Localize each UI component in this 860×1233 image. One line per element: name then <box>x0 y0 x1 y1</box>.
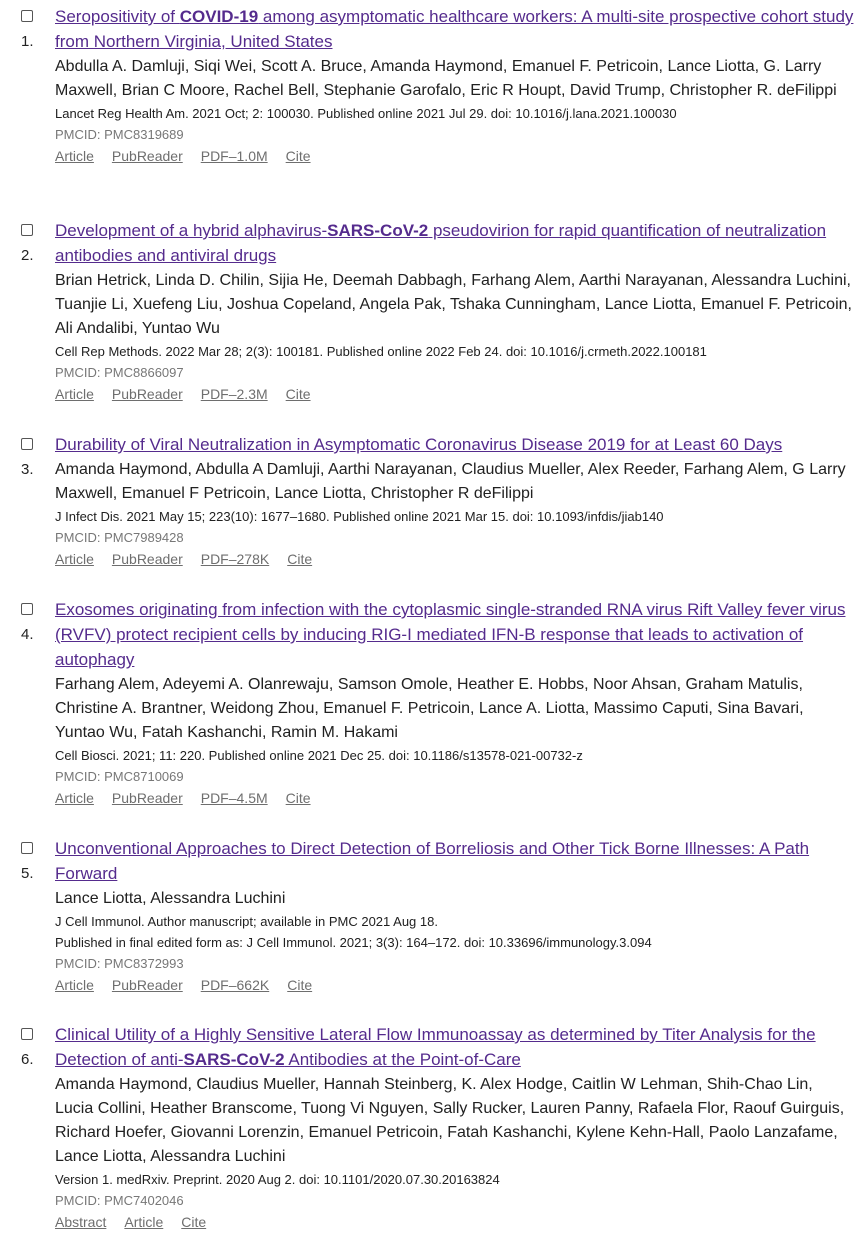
pubreader-link[interactable]: PubReader <box>111 551 183 567</box>
title-highlight: SARS-CoV-2 <box>327 221 429 240</box>
title-text: Exosomes originating from infection with the cytoplasmic single-stranded RNA virus Rift Valley fever virus (RVFV) protect recipient cells by inducing RIG-I mediated IFN-B response that leads to activation of autophagy <box>55 600 846 669</box>
authors: Amanda Haymond, Abdulla A Damluji, Aarthi Narayanan, Claudius Mueller, Alex Reeder, Farhang Alem, G Larry Maxwell, Emanuel F Petricoin, Lance Liotta, Christopher R deFilippi <box>55 461 846 502</box>
citation: Lancet Reg Health Am. 2021 Oct; 2: 100030. Published online 2021 Jul 29. doi: 10.1016/j.lana.2021.100030 <box>55 106 677 121</box>
select-checkbox[interactable] <box>21 842 33 854</box>
title-highlight: COVID-19 <box>179 7 259 26</box>
result-number: 5. <box>21 865 34 882</box>
title-text: Development of a hybrid alphavirus- <box>55 221 328 240</box>
article-title-link[interactable] <box>55 1022 854 1072</box>
pdf-link[interactable]: PDF–278K <box>200 551 270 567</box>
pubreader-link[interactable]: PubReader <box>111 790 183 806</box>
citation: Published in final edited form as: J Cell Immunol. 2021; 3(3): 164–172. doi: 10.33696/immunology.3.094 <box>55 935 652 950</box>
article-title-link[interactable] <box>55 218 854 268</box>
cite-link[interactable]: Cite <box>287 551 313 567</box>
title-text: Unconventional Approaches to Direct Detection of Borreliosis and Other Tick Borne Illnesses: A Path Forward <box>55 839 810 883</box>
result-number: 4. <box>21 626 34 643</box>
result-body <box>55 4 854 167</box>
pdf-link[interactable]: PDF–4.5M <box>200 790 268 806</box>
select-checkbox[interactable] <box>21 10 33 22</box>
article-title-link[interactable] <box>55 432 854 457</box>
result-links <box>55 145 854 167</box>
article-link[interactable]: Article <box>55 551 94 567</box>
cite-link[interactable]: Cite <box>285 790 311 806</box>
select-checkbox[interactable] <box>21 1028 33 1040</box>
select-checkbox[interactable] <box>21 438 33 450</box>
result-number: 1. <box>21 33 34 50</box>
result-body <box>55 432 854 570</box>
article-link[interactable]: Article <box>55 977 94 993</box>
result-body <box>55 218 854 405</box>
cite-link[interactable]: Cite <box>181 1214 207 1230</box>
pmcid: PMCID: PMC8372993 <box>55 956 184 971</box>
pmcid: PMCID: PMC8866097 <box>55 365 184 380</box>
citation: J Infect Dis. 2021 May 15; 223(10): 1677–1680. Published online 2021 Mar 15. doi: 10.1093/infdis/jiab140 <box>55 509 664 524</box>
authors: Brian Hetrick, Linda D. Chilin, Sijia He, Deemah Dabbagh, Farhang Alem, Aarthi Narayanan, Alessandra Luchini, Tuanjie Li, Xuefeng Liu, Joshua Copeland, Angela Pak, Tshaka Cunningham, Lance Liotta, Emanuel F. Petricoin, Ali Andalibi, Yuntao Wu <box>55 272 852 337</box>
article-link[interactable]: Article <box>55 790 94 806</box>
title-text: Durability of Viral Neutralization in Asymptomatic Coronavirus Disease 2019 for at Least 60 Days <box>55 435 783 454</box>
cite-link[interactable]: Cite <box>285 386 311 402</box>
citation: Version 1. medRxiv. Preprint. 2020 Aug 2. doi: 10.1101/2020.07.30.20163824 <box>55 1172 500 1187</box>
title-text: Antibodies at the Point-of-Care <box>284 1050 521 1069</box>
authors: Abdulla A. Damluji, Siqi Wei, Scott A. Bruce, Amanda Haymond, Emanuel F. Petricoin, Lance Liotta, G. Larry Maxwell, Brian C Moore, Rachel Bell, Stephanie Garofalo, Eric R Houpt, David Trump, Christopher R. deFilippi <box>55 58 837 99</box>
article-link[interactable]: Article <box>55 148 94 164</box>
pdf-link[interactable]: PDF–662K <box>200 977 270 993</box>
result-links <box>55 1211 854 1233</box>
result-body <box>55 597 854 809</box>
authors: Farhang Alem, Adeyemi A. Olanrewaju, Samson Omole, Heather E. Hobbs, Noor Ahsan, Graham Matulis, Christine A. Brantner, Weidong Zhou, Emanuel F. Petricoin, Lance A. Liotta, Massimo Caputi, Sina Bavari, Yuntao Wu, Fatah Kashanchi, Ramin M. Hakami <box>55 676 804 741</box>
article-title-link[interactable] <box>55 836 854 886</box>
title-text: pseudovirion for rapid quantification of neutralization antibodies and antiviral drugs <box>55 221 827 265</box>
article-title-link[interactable] <box>55 597 854 672</box>
result-links <box>55 974 854 996</box>
article-link[interactable]: Article <box>55 386 94 402</box>
citation: J Cell Immunol. Author manuscript; available in PMC 2021 Aug 18. <box>55 914 438 929</box>
citation: Cell Biosci. 2021; 11: 220. Published online 2021 Dec 25. doi: 10.1186/s13578-021-00732-z <box>55 748 583 763</box>
cite-link[interactable]: Cite <box>287 977 313 993</box>
result-body <box>55 836 854 996</box>
pmcid: PMCID: PMC8319689 <box>55 127 184 142</box>
result-number: 3. <box>21 461 34 478</box>
abstract-link[interactable]: Abstract <box>55 1214 107 1230</box>
result-number: 6. <box>21 1051 34 1068</box>
result-body <box>55 1022 854 1233</box>
citation: Cell Rep Methods. 2022 Mar 28; 2(3): 100181. Published online 2022 Feb 24. doi: 10.1016/j.crmeth.2022.100181 <box>55 344 707 359</box>
article-title-link[interactable] <box>55 4 854 54</box>
cite-link[interactable]: Cite <box>285 148 311 164</box>
pubreader-link[interactable]: PubReader <box>111 386 183 402</box>
pdf-link[interactable]: PDF–1.0M <box>200 148 268 164</box>
pmcid: PMCID: PMC7989428 <box>55 530 184 545</box>
title-text: among asymptomatic healthcare workers: A multi-site prospective cohort study from Northern Virginia, United States <box>55 7 854 51</box>
result-number: 2. <box>21 247 34 264</box>
pubreader-link[interactable]: PubReader <box>111 148 183 164</box>
title-text: Clinical Utility of a Highly Sensitive Lateral Flow Immunoassay as determined by Titer Analysis for the Detection of anti- <box>55 1025 816 1069</box>
pmcid: PMCID: PMC7402046 <box>55 1193 184 1208</box>
result-links <box>55 383 854 405</box>
select-checkbox[interactable] <box>21 224 33 236</box>
pubreader-link[interactable]: PubReader <box>111 977 183 993</box>
pdf-link[interactable]: PDF–2.3M <box>200 386 268 402</box>
authors: Amanda Haymond, Claudius Mueller, Hannah Steinberg, K. Alex Hodge, Caitlin W Lehman, Shih-Chao Lin, Lucia Collini, Heather Branscome, Tuong Vi Nguyen, Sally Rucker, Lauren Panny, Rafaela Flor, Raouf Guirguis, Richard Hoefer, Giovanni Lorenzin, Emanuel Petricoin, Fatah Kashanchi, Kylene Kehn-Hall, Paolo Lanzafame, Lance Liotta, Alessandra Luchini <box>55 1076 845 1165</box>
select-checkbox[interactable] <box>21 603 33 615</box>
result-links <box>55 548 854 570</box>
authors: Lance Liotta, Alessandra Luchini <box>55 890 286 907</box>
result-links <box>55 787 854 809</box>
title-highlight: SARS-CoV-2 <box>183 1050 285 1069</box>
pmcid: PMCID: PMC8710069 <box>55 769 184 784</box>
article-link[interactable]: Article <box>124 1214 164 1230</box>
title-text: Seropositivity of <box>55 7 180 26</box>
